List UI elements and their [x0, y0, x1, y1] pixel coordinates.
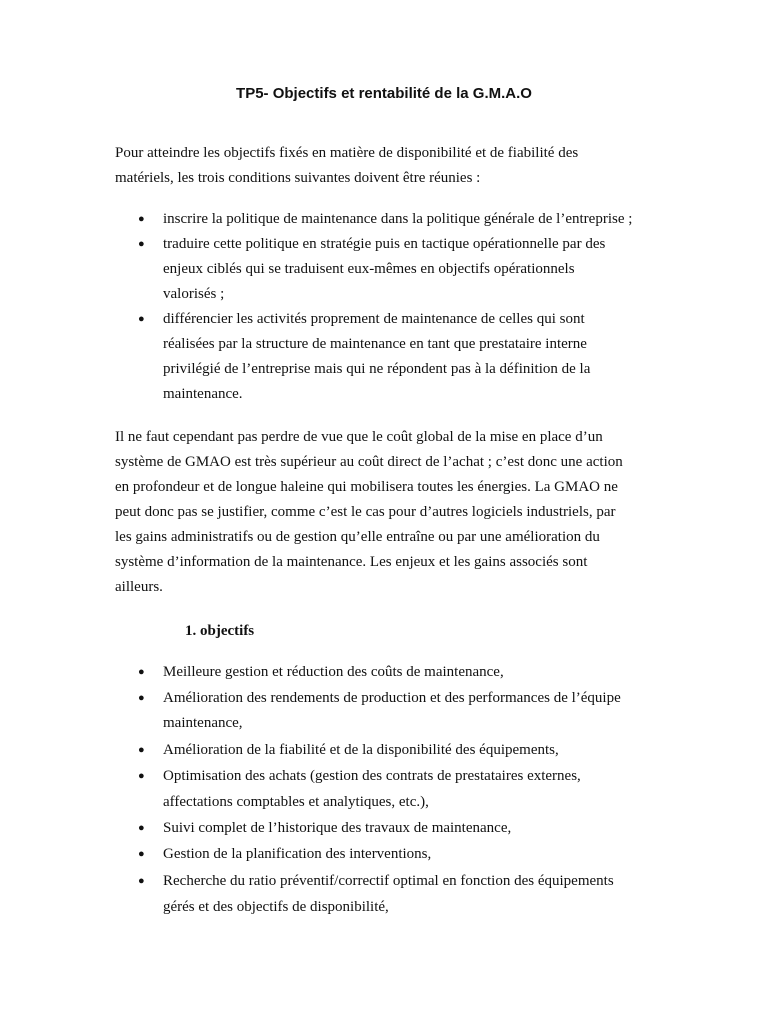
condition-item: valorisés ;: [163, 286, 225, 302]
intro-line: matériels, les trois conditions suivantes doivent être réunies :: [115, 170, 481, 186]
condition-item: privilégié de l’entreprise mais qui ne répondent pas à la définition de la: [163, 361, 591, 377]
bullet-icon: ●: [138, 313, 145, 325]
bullet-icon: ●: [138, 822, 145, 834]
condition-item: traduire cette politique en stratégie puis en tactique opérationnelle par des: [163, 236, 606, 252]
bullet-icon: ●: [138, 770, 145, 782]
page-title: TP5- Objectifs et rentabilité de la G.M.A.O: [236, 85, 532, 102]
objective-item: Amélioration des rendements de production et des performances de l’équipe: [163, 690, 621, 706]
condition-item: inscrire la politique de maintenance dans la politique générale de l’entreprise ;: [163, 211, 633, 227]
objective-item: Amélioration de la fiabilité et de la disponibilité des équipements,: [163, 742, 559, 758]
objective-item: Recherche du ratio préventif/correctif optimal en fonction des équipements: [163, 873, 614, 889]
condition-item: enjeux ciblés qui se traduisent eux-mêmes en objectifs opérationnels: [163, 261, 575, 277]
bullet-icon: ●: [138, 744, 145, 756]
objective-item: Optimisation des achats (gestion des contrats de prestataires externes,: [163, 768, 581, 784]
objective-item: affectations comptables et analytiques, etc.),: [163, 794, 429, 810]
objective-item: Suivi complet de l’historique des travaux de maintenance,: [163, 820, 512, 836]
objective-item: maintenance,: [163, 715, 243, 731]
bullet-icon: ●: [138, 875, 145, 887]
section-heading: 1. objectifs: [185, 623, 255, 639]
bullet-icon: ●: [138, 238, 145, 250]
objective-item: Gestion de la planification des interventions,: [163, 846, 432, 862]
condition-item: maintenance.: [163, 386, 243, 402]
paragraph-line: Il ne faut cependant pas perdre de vue que le coût global de la mise en place d’un: [115, 429, 603, 445]
bullet-icon: ●: [138, 848, 145, 860]
paragraph-line: peut donc pas se justifier, comme c’est le cas pour d’autres logiciels industriels, par: [115, 504, 616, 520]
paragraph-line: ailleurs.: [115, 579, 163, 595]
paragraph-line: les gains administratifs ou de gestion qu’elle entraîne ou par une amélioration du: [115, 529, 600, 545]
objective-item: Meilleure gestion et réduction des coûts de maintenance,: [163, 664, 504, 680]
bullet-icon: ●: [138, 692, 145, 704]
paragraph-line: système de GMAO est très supérieur au coût direct de l’achat ; c’est donc une action: [115, 454, 623, 470]
bullet-icon: ●: [138, 213, 145, 225]
paragraph-line: en profondeur et de longue haleine qui mobilisera toutes les énergies. La GMAO ne: [115, 479, 618, 495]
paragraph-line: système d’information de la maintenance. Les enjeux et les gains associés sont: [115, 554, 588, 570]
intro-line: Pour atteindre les objectifs fixés en matière de disponibilité et de fiabilité des: [115, 145, 579, 161]
condition-item: réalisées par la structure de maintenance en tant que prestataire interne: [163, 336, 587, 352]
bullet-icon: ●: [138, 666, 145, 678]
objective-item: gérés et des objectifs de disponibilité,: [163, 899, 389, 915]
condition-item: différencier les activités proprement de maintenance de celles qui sont: [163, 311, 585, 327]
